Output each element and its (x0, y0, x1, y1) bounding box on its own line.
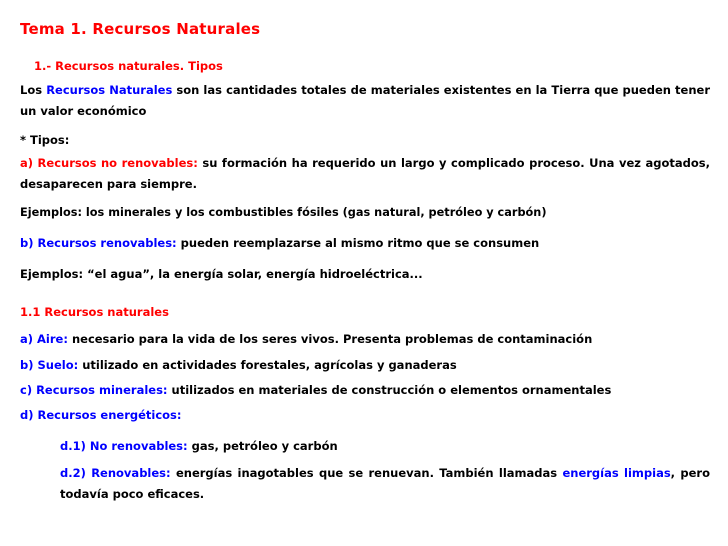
d2-term: energías limpias (562, 466, 671, 480)
section-heading: 1.1 Recursos naturales (20, 305, 169, 319)
suelo-label: b) Suelo: (20, 358, 79, 372)
suelo-item (20, 355, 710, 376)
renovables-paragraph (20, 233, 710, 254)
renovables-text: pueden reemplazarse al mismo ritmo que se consumen (180, 236, 540, 250)
ejemplo-1: Ejemplos: los minerales y los combustibles fósiles (gas natural, petróleo y carbón) (20, 206, 547, 219)
aire-text: necesario para la vida de los seres vivos. Presenta problemas de contaminación (71, 332, 593, 346)
d2-item (60, 463, 710, 505)
intro-term: Recursos Naturales (46, 83, 173, 97)
renovables-label: b) Recursos renovables: (20, 236, 177, 250)
d2-text-1: energías inagotables que se renuevan. También llamadas (175, 466, 558, 480)
d2-label: d.2) Renovables: (60, 466, 171, 480)
aire-label: a) Aire: (20, 332, 68, 346)
d1-label: d.1) No renovables: (60, 439, 188, 453)
minerales-label: c) Recursos minerales: (20, 383, 168, 397)
d2-text-2: , pero todavía poco eficaces. (60, 466, 710, 501)
aire-item (20, 329, 710, 350)
d1-item (60, 436, 710, 457)
energeticos-item (20, 405, 710, 426)
energeticos-label: d) Recursos energéticos: (20, 408, 182, 422)
slide-title: Tema 1. Recursos Naturales (20, 20, 261, 38)
section-subtitle: 1.- Recursos naturales. Tipos (34, 59, 223, 73)
no-renovables-label: a) Recursos no renovables: (20, 156, 198, 170)
minerales-item (20, 380, 710, 401)
intro-text: son las cantidades totales de materiales existentes en la Tierra que pueden tener un valor económico (20, 83, 710, 118)
no-renovables-paragraph (20, 153, 710, 195)
no-renovables-text: su formación ha requerido un largo y complicado proceso. Una vez agotados, desaparecen para siempre. (20, 156, 710, 191)
minerales-text: utilizados en materiales de construcción o elementos ornamentales (171, 383, 612, 397)
ejemplo-2: Ejemplos: “el agua”, la energía solar, energía hidroeléctrica... (20, 267, 423, 281)
intro-prefix: Los (20, 83, 43, 97)
intro-paragraph (20, 80, 710, 122)
suelo-text: utilizado en actividades forestales, agrícolas y ganaderas (82, 358, 457, 372)
tipos-heading: * Tipos: (20, 133, 70, 147)
d1-text: gas, petróleo y carbón (191, 439, 338, 453)
